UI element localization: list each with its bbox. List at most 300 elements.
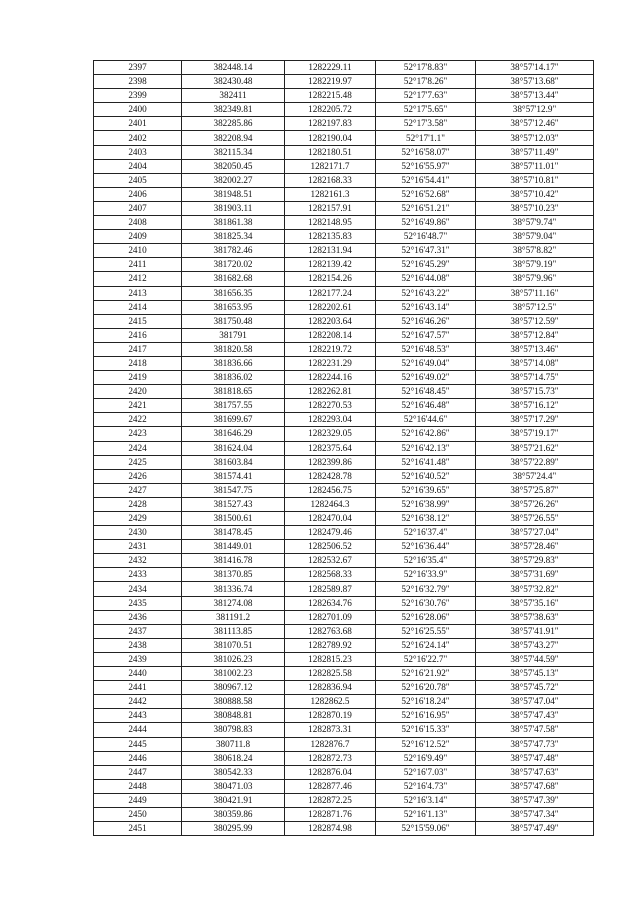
longitude-cell: 38°57'41.91" <box>476 624 594 638</box>
table-row <box>94 497 594 511</box>
y-coordinate-cell: 1282190.04 <box>285 131 376 145</box>
point-number-cell: 2432 <box>94 554 182 568</box>
latitude-cell: 52°17'5.65" <box>376 103 476 117</box>
table-row <box>94 582 594 596</box>
latitude-cell: 52°17'3.58" <box>376 117 476 131</box>
x-coordinate-cell: 381646.29 <box>182 427 285 441</box>
point-number-cell: 2401 <box>94 117 182 131</box>
longitude-cell: 38°57'43.27" <box>476 638 594 652</box>
x-coordinate-cell: 382285.86 <box>182 117 285 131</box>
x-coordinate-cell: 381527.43 <box>182 497 285 511</box>
table-row <box>94 554 594 568</box>
table-row <box>94 455 594 469</box>
point-number-cell: 2425 <box>94 455 182 469</box>
x-coordinate-cell: 381903.11 <box>182 201 285 215</box>
latitude-cell: 52°16'44.08" <box>376 272 476 286</box>
table-row <box>94 399 594 413</box>
point-number-cell: 2450 <box>94 807 182 821</box>
table-row <box>94 145 594 159</box>
table-row <box>94 159 594 173</box>
table-row <box>94 779 594 793</box>
y-coordinate-cell: 1282872.25 <box>285 793 376 807</box>
y-coordinate-cell: 1282464.3 <box>285 497 376 511</box>
point-number-cell: 2442 <box>94 695 182 709</box>
table-row <box>94 667 594 681</box>
table-row <box>94 328 594 342</box>
longitude-cell: 38°57'15.73" <box>476 385 594 399</box>
x-coordinate-cell: 381656.35 <box>182 286 285 300</box>
longitude-cell: 38°57'14.08" <box>476 356 594 370</box>
longitude-cell: 38°57'10.23" <box>476 201 594 215</box>
y-coordinate-cell: 1282177.24 <box>285 286 376 300</box>
x-coordinate-cell: 381836.02 <box>182 371 285 385</box>
latitude-cell: 52°16'40.52" <box>376 469 476 483</box>
table-row <box>94 793 594 807</box>
coordinates-table-body <box>94 61 594 836</box>
x-coordinate-cell: 381653.95 <box>182 300 285 314</box>
y-coordinate-cell: 1282874.98 <box>285 822 376 836</box>
x-coordinate-cell: 381782.46 <box>182 244 285 258</box>
latitude-cell: 52°16'30.76" <box>376 596 476 610</box>
longitude-cell: 38°57'47.73" <box>476 737 594 751</box>
table-row <box>94 610 594 624</box>
longitude-cell: 38°57'27.04" <box>476 526 594 540</box>
x-coordinate-cell: 382208.94 <box>182 131 285 145</box>
longitude-cell: 38°57'12.5" <box>476 300 594 314</box>
longitude-cell: 38°57'47.39" <box>476 793 594 807</box>
latitude-cell: 52°16'20.78" <box>376 681 476 695</box>
latitude-cell: 52°16'44.6" <box>376 413 476 427</box>
longitude-cell: 38°57'9.04" <box>476 230 594 244</box>
x-coordinate-cell: 381274.08 <box>182 596 285 610</box>
longitude-cell: 38°57'8.82" <box>476 244 594 258</box>
x-coordinate-cell: 380888.58 <box>182 695 285 709</box>
x-coordinate-cell: 381750.48 <box>182 314 285 328</box>
longitude-cell: 38°57'44.59" <box>476 652 594 666</box>
point-number-cell: 2417 <box>94 342 182 356</box>
y-coordinate-cell: 1282836.94 <box>285 681 376 695</box>
table-row <box>94 117 594 131</box>
point-number-cell: 2427 <box>94 483 182 497</box>
table-row <box>94 652 594 666</box>
latitude-cell: 52°16'51.21" <box>376 201 476 215</box>
latitude-cell: 52°16'21.92" <box>376 667 476 681</box>
longitude-cell: 38°57'11.49" <box>476 145 594 159</box>
table-row <box>94 624 594 638</box>
table-row <box>94 483 594 497</box>
point-number-cell: 2408 <box>94 216 182 230</box>
x-coordinate-cell: 381002.23 <box>182 667 285 681</box>
point-number-cell: 2439 <box>94 652 182 666</box>
x-coordinate-cell: 382411 <box>182 89 285 103</box>
longitude-cell: 38°57'47.48" <box>476 751 594 765</box>
y-coordinate-cell: 1282157.91 <box>285 201 376 215</box>
longitude-cell: 38°57'13.46" <box>476 342 594 356</box>
table-row <box>94 342 594 356</box>
table-row <box>94 385 594 399</box>
y-coordinate-cell: 1282506.52 <box>285 540 376 554</box>
x-coordinate-cell: 381682.68 <box>182 272 285 286</box>
point-number-cell: 2405 <box>94 173 182 187</box>
latitude-cell: 52°16'7.03" <box>376 765 476 779</box>
table-row <box>94 272 594 286</box>
point-number-cell: 2437 <box>94 624 182 638</box>
point-number-cell: 2402 <box>94 131 182 145</box>
y-coordinate-cell: 1282139.42 <box>285 258 376 272</box>
y-coordinate-cell: 1282789.92 <box>285 638 376 652</box>
longitude-cell: 38°57'35.16" <box>476 596 594 610</box>
table-row <box>94 356 594 370</box>
y-coordinate-cell: 1282872.73 <box>285 751 376 765</box>
longitude-cell: 38°57'47.43" <box>476 709 594 723</box>
y-coordinate-cell: 1282375.64 <box>285 441 376 455</box>
table-row <box>94 75 594 89</box>
x-coordinate-cell: 380471.03 <box>182 779 285 793</box>
x-coordinate-cell: 381603.84 <box>182 455 285 469</box>
point-number-cell: 2411 <box>94 258 182 272</box>
longitude-cell: 38°57'45.72" <box>476 681 594 695</box>
point-number-cell: 2428 <box>94 497 182 511</box>
y-coordinate-cell: 1282701.09 <box>285 610 376 624</box>
point-number-cell: 2412 <box>94 272 182 286</box>
x-coordinate-cell: 382349.81 <box>182 103 285 117</box>
latitude-cell: 52°16'25.55" <box>376 624 476 638</box>
y-coordinate-cell: 1282219.97 <box>285 75 376 89</box>
latitude-cell: 52°16'48.45" <box>376 385 476 399</box>
y-coordinate-cell: 1282870.19 <box>285 709 376 723</box>
point-number-cell: 2403 <box>94 145 182 159</box>
table-row <box>94 526 594 540</box>
y-coordinate-cell: 1282161.3 <box>285 187 376 201</box>
table-row <box>94 413 594 427</box>
x-coordinate-cell: 381500.61 <box>182 512 285 526</box>
latitude-cell: 52°16'22.7" <box>376 652 476 666</box>
point-number-cell: 2399 <box>94 89 182 103</box>
latitude-cell: 52°16'42.86" <box>376 427 476 441</box>
table-row <box>94 244 594 258</box>
longitude-cell: 38°57'12.46" <box>476 117 594 131</box>
x-coordinate-cell: 382050.45 <box>182 159 285 173</box>
longitude-cell: 38°57'10.42" <box>476 187 594 201</box>
x-coordinate-cell: 381336.74 <box>182 582 285 596</box>
latitude-cell: 52°16'45.29" <box>376 258 476 272</box>
latitude-cell: 52°16'42.13" <box>376 441 476 455</box>
x-coordinate-cell: 380711.8 <box>182 737 285 751</box>
y-coordinate-cell: 1282876.04 <box>285 765 376 779</box>
latitude-cell: 52°16'28.06" <box>376 610 476 624</box>
x-coordinate-cell: 381070.51 <box>182 638 285 652</box>
y-coordinate-cell: 1282148.95 <box>285 216 376 230</box>
latitude-cell: 52°16'3.14" <box>376 793 476 807</box>
longitude-cell: 38°57'22.89" <box>476 455 594 469</box>
y-coordinate-cell: 1282470.04 <box>285 512 376 526</box>
y-coordinate-cell: 1282203.64 <box>285 314 376 328</box>
y-coordinate-cell: 1282428.78 <box>285 469 376 483</box>
x-coordinate-cell: 380359.86 <box>182 807 285 821</box>
point-number-cell: 2430 <box>94 526 182 540</box>
y-coordinate-cell: 1282229.11 <box>285 61 376 75</box>
latitude-cell: 52°16'4.73" <box>376 779 476 793</box>
longitude-cell: 38°57'25.87" <box>476 483 594 497</box>
latitude-cell: 52°16'48.53" <box>376 342 476 356</box>
y-coordinate-cell: 1282876.7 <box>285 737 376 751</box>
y-coordinate-cell: 1282871.76 <box>285 807 376 821</box>
longitude-cell: 38°57'47.04" <box>476 695 594 709</box>
point-number-cell: 2414 <box>94 300 182 314</box>
table-row <box>94 695 594 709</box>
table-row <box>94 638 594 652</box>
longitude-cell: 38°57'47.63" <box>476 765 594 779</box>
latitude-cell: 52°16'46.26" <box>376 314 476 328</box>
longitude-cell: 38°57'26.55" <box>476 512 594 526</box>
latitude-cell: 52°16'35.4" <box>376 554 476 568</box>
table-row <box>94 216 594 230</box>
latitude-cell: 52°16'46.48" <box>376 399 476 413</box>
x-coordinate-cell: 380848.81 <box>182 709 285 723</box>
latitude-cell: 52°17'7.63" <box>376 89 476 103</box>
latitude-cell: 52°16'47.31" <box>376 244 476 258</box>
y-coordinate-cell: 1282873.31 <box>285 723 376 737</box>
point-number-cell: 2407 <box>94 201 182 215</box>
x-coordinate-cell: 381757.55 <box>182 399 285 413</box>
latitude-cell: 52°16'16.95" <box>376 709 476 723</box>
table-row <box>94 822 594 836</box>
latitude-cell: 52°16'58.07" <box>376 145 476 159</box>
x-coordinate-cell: 382448.14 <box>182 61 285 75</box>
longitude-cell: 38°57'12.84" <box>476 328 594 342</box>
y-coordinate-cell: 1282763.68 <box>285 624 376 638</box>
y-coordinate-cell: 1282171.7 <box>285 159 376 173</box>
point-number-cell: 2431 <box>94 540 182 554</box>
x-coordinate-cell: 381948.51 <box>182 187 285 201</box>
point-number-cell: 2424 <box>94 441 182 455</box>
x-coordinate-cell: 380295.99 <box>182 822 285 836</box>
y-coordinate-cell: 1282131.94 <box>285 244 376 258</box>
table-row <box>94 737 594 751</box>
x-coordinate-cell: 382430.48 <box>182 75 285 89</box>
latitude-cell: 52°16'48.7" <box>376 230 476 244</box>
longitude-cell: 38°57'28.46" <box>476 540 594 554</box>
x-coordinate-cell: 381720.02 <box>182 258 285 272</box>
table-row <box>94 201 594 215</box>
point-number-cell: 2416 <box>94 328 182 342</box>
table-row <box>94 681 594 695</box>
coordinates-table <box>93 60 594 836</box>
latitude-cell: 52°16'54.41" <box>376 173 476 187</box>
y-coordinate-cell: 1282219.72 <box>285 342 376 356</box>
table-row <box>94 807 594 821</box>
latitude-cell: 52°16'43.22" <box>376 286 476 300</box>
latitude-cell: 52°16'49.04" <box>376 356 476 370</box>
y-coordinate-cell: 1282202.61 <box>285 300 376 314</box>
point-number-cell: 2447 <box>94 765 182 779</box>
longitude-cell: 38°57'13.68" <box>476 75 594 89</box>
x-coordinate-cell: 381791 <box>182 328 285 342</box>
longitude-cell: 38°57'29.83" <box>476 554 594 568</box>
point-number-cell: 2440 <box>94 667 182 681</box>
table-row <box>94 173 594 187</box>
table-row <box>94 258 594 272</box>
x-coordinate-cell: 381026.23 <box>182 652 285 666</box>
y-coordinate-cell: 1282180.51 <box>285 145 376 159</box>
x-coordinate-cell: 381624.04 <box>182 441 285 455</box>
point-number-cell: 2410 <box>94 244 182 258</box>
point-number-cell: 2429 <box>94 512 182 526</box>
longitude-cell: 38°57'12.9" <box>476 103 594 117</box>
latitude-cell: 52°16'47.57" <box>376 328 476 342</box>
point-number-cell: 2421 <box>94 399 182 413</box>
table-row <box>94 314 594 328</box>
x-coordinate-cell: 382002.27 <box>182 173 285 187</box>
table-row <box>94 568 594 582</box>
longitude-cell: 38°57'9.96" <box>476 272 594 286</box>
longitude-cell: 38°57'19.17" <box>476 427 594 441</box>
longitude-cell: 38°57'12.59" <box>476 314 594 328</box>
x-coordinate-cell: 381113.85 <box>182 624 285 638</box>
latitude-cell: 52°16'24.14" <box>376 638 476 652</box>
x-coordinate-cell: 381861.38 <box>182 216 285 230</box>
x-coordinate-cell: 381818.65 <box>182 385 285 399</box>
y-coordinate-cell: 1282862.5 <box>285 695 376 709</box>
y-coordinate-cell: 1282815.23 <box>285 652 376 666</box>
x-coordinate-cell: 381699.67 <box>182 413 285 427</box>
x-coordinate-cell: 381836.66 <box>182 356 285 370</box>
point-number-cell: 2400 <box>94 103 182 117</box>
table-row <box>94 427 594 441</box>
table-row <box>94 61 594 75</box>
longitude-cell: 38°57'31.69" <box>476 568 594 582</box>
y-coordinate-cell: 1282568.33 <box>285 568 376 582</box>
table-row <box>94 723 594 737</box>
table-row <box>94 469 594 483</box>
longitude-cell: 38°57'47.58" <box>476 723 594 737</box>
longitude-cell: 38°57'10.81" <box>476 173 594 187</box>
latitude-cell: 52°16'49.02" <box>376 371 476 385</box>
y-coordinate-cell: 1282329.05 <box>285 427 376 441</box>
longitude-cell: 38°57'32.82" <box>476 582 594 596</box>
longitude-cell: 38°57'13.44" <box>476 89 594 103</box>
y-coordinate-cell: 1282634.76 <box>285 596 376 610</box>
longitude-cell: 38°57'21.62" <box>476 441 594 455</box>
latitude-cell: 52°16'49.86" <box>376 216 476 230</box>
latitude-cell: 52°16'38.12" <box>376 512 476 526</box>
point-number-cell: 2426 <box>94 469 182 483</box>
longitude-cell: 38°57'47.34" <box>476 807 594 821</box>
point-number-cell: 2445 <box>94 737 182 751</box>
latitude-cell: 52°16'12.52" <box>376 737 476 751</box>
x-coordinate-cell: 381478.45 <box>182 526 285 540</box>
table-row <box>94 512 594 526</box>
table-row <box>94 103 594 117</box>
point-number-cell: 2435 <box>94 596 182 610</box>
x-coordinate-cell: 380618.24 <box>182 751 285 765</box>
latitude-cell: 52°16'15.33" <box>376 723 476 737</box>
latitude-cell: 52°16'32.79" <box>376 582 476 596</box>
y-coordinate-cell: 1282215.48 <box>285 89 376 103</box>
y-coordinate-cell: 1282270.53 <box>285 399 376 413</box>
longitude-cell: 38°57'11.01" <box>476 159 594 173</box>
x-coordinate-cell: 380421.91 <box>182 793 285 807</box>
latitude-cell: 52°16'1.13" <box>376 807 476 821</box>
y-coordinate-cell: 1282589.87 <box>285 582 376 596</box>
y-coordinate-cell: 1282479.46 <box>285 526 376 540</box>
longitude-cell: 38°57'38.63" <box>476 610 594 624</box>
x-coordinate-cell: 381574.41 <box>182 469 285 483</box>
point-number-cell: 2448 <box>94 779 182 793</box>
latitude-cell: 52°16'39.65" <box>376 483 476 497</box>
table-row <box>94 286 594 300</box>
longitude-cell: 38°57'14.17" <box>476 61 594 75</box>
y-coordinate-cell: 1282154.26 <box>285 272 376 286</box>
table-row <box>94 371 594 385</box>
x-coordinate-cell: 381416.78 <box>182 554 285 568</box>
y-coordinate-cell: 1282293.04 <box>285 413 376 427</box>
latitude-cell: 52°16'33.9" <box>376 568 476 582</box>
table-row <box>94 765 594 779</box>
table-row <box>94 131 594 145</box>
longitude-cell: 38°57'24.4" <box>476 469 594 483</box>
point-number-cell: 2418 <box>94 356 182 370</box>
longitude-cell: 38°57'16.12" <box>476 399 594 413</box>
latitude-cell: 52°17'8.26" <box>376 75 476 89</box>
point-number-cell: 2423 <box>94 427 182 441</box>
longitude-cell: 38°57'17.29" <box>476 413 594 427</box>
latitude-cell: 52°16'52.68" <box>376 187 476 201</box>
point-number-cell: 2415 <box>94 314 182 328</box>
longitude-cell: 38°57'9.74" <box>476 216 594 230</box>
table-row <box>94 751 594 765</box>
longitude-cell: 38°57'45.13" <box>476 667 594 681</box>
x-coordinate-cell: 380967.12 <box>182 681 285 695</box>
y-coordinate-cell: 1282877.46 <box>285 779 376 793</box>
point-number-cell: 2438 <box>94 638 182 652</box>
table-row <box>94 441 594 455</box>
x-coordinate-cell: 381547.75 <box>182 483 285 497</box>
point-number-cell: 2409 <box>94 230 182 244</box>
x-coordinate-cell: 382115.34 <box>182 145 285 159</box>
table-row <box>94 230 594 244</box>
latitude-cell: 52°16'37.4" <box>376 526 476 540</box>
y-coordinate-cell: 1282205.72 <box>285 103 376 117</box>
longitude-cell: 38°57'11.16" <box>476 286 594 300</box>
point-number-cell: 2444 <box>94 723 182 737</box>
x-coordinate-cell: 380798.83 <box>182 723 285 737</box>
x-coordinate-cell: 380542.33 <box>182 765 285 779</box>
latitude-cell: 52°16'55.97" <box>376 159 476 173</box>
y-coordinate-cell: 1282532.67 <box>285 554 376 568</box>
latitude-cell: 52°16'36.44" <box>376 540 476 554</box>
table-row <box>94 596 594 610</box>
point-number-cell: 2406 <box>94 187 182 201</box>
longitude-cell: 38°57'9.19" <box>476 258 594 272</box>
x-coordinate-cell: 381820.58 <box>182 342 285 356</box>
longitude-cell: 38°57'47.68" <box>476 779 594 793</box>
latitude-cell: 52°15'59.06" <box>376 822 476 836</box>
table-row <box>94 540 594 554</box>
latitude-cell: 52°16'9.49" <box>376 751 476 765</box>
table-row <box>94 300 594 314</box>
point-number-cell: 2441 <box>94 681 182 695</box>
y-coordinate-cell: 1282168.33 <box>285 173 376 187</box>
latitude-cell: 52°16'38.99" <box>376 497 476 511</box>
point-number-cell: 2434 <box>94 582 182 596</box>
table-row <box>94 709 594 723</box>
latitude-cell: 52°17'8.83" <box>376 61 476 75</box>
y-coordinate-cell: 1282244.16 <box>285 371 376 385</box>
latitude-cell: 52°16'41.48" <box>376 455 476 469</box>
latitude-cell: 52°17'1.1" <box>376 131 476 145</box>
latitude-cell: 52°16'18.24" <box>376 695 476 709</box>
